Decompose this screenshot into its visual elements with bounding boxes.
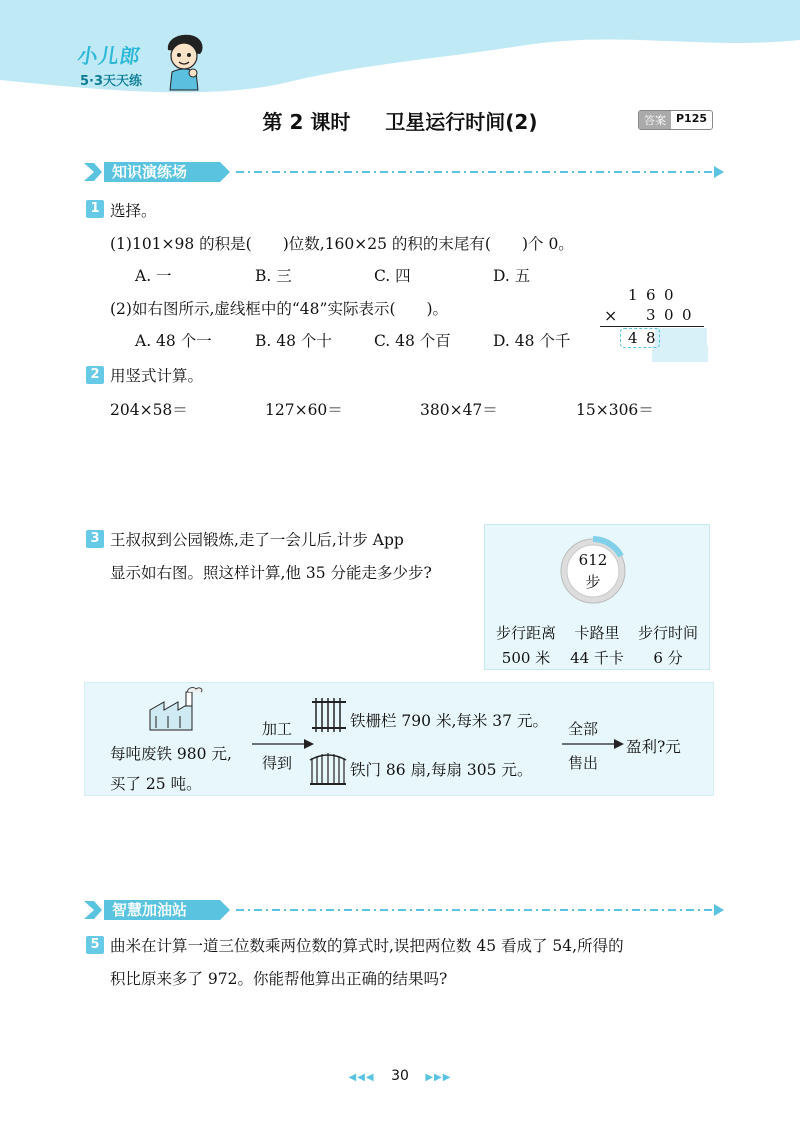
q1-part1-option-d[interactable]: D. 五 (493, 267, 531, 285)
brand-subtitle: 5·3天天练 (80, 74, 143, 89)
q4-result-question: 盈利?元 (626, 738, 681, 756)
arrow-sell-icon (562, 738, 624, 750)
fig-top-digit-2: 6 (646, 286, 656, 304)
q2-problem-4: 15×306＝ (576, 401, 654, 419)
fig-result-digit-1: 4 (628, 329, 638, 347)
factory-icon (146, 686, 206, 732)
q1-title: 选择。 (110, 202, 157, 220)
q1-part2-option-b[interactable]: B. 48 个十 (255, 332, 332, 350)
app-label-distance: 步行距离 (495, 624, 556, 642)
q2-problem-1: 204×58＝ (110, 401, 188, 419)
app-value-distance: 500 米 (501, 649, 551, 667)
iron-fence-icon (312, 696, 346, 734)
app-label-calories: 卡路里 (574, 624, 620, 642)
q1-part1-option-a[interactable]: A. 一 (135, 267, 172, 285)
q2-problem-3: 380×47＝ (420, 401, 498, 419)
question-number-1: 1 (86, 200, 104, 218)
fig-multiply-sign: × (604, 306, 618, 325)
section-title-practice: 知识演练场 (112, 163, 188, 181)
question-number-5: 5 (86, 936, 104, 954)
q1-part2-text: (2)如右图所示,虚线框中的“48”实际表示( )。 (110, 300, 449, 318)
question-number-3: 3 (86, 530, 104, 548)
section-title-bonus: 智慧加油站 (112, 901, 188, 919)
answer-key-ref (638, 110, 713, 130)
answer-key-label: 答案 (639, 111, 671, 129)
arrow1-label-bottom: 得到 (262, 754, 293, 772)
page-footer (0, 1068, 800, 1084)
steps-unit: 步 (585, 573, 601, 591)
q1-part1-text: (1)101×98 的积是( )位数,160×25 的积的末尾有( )个 0。 (110, 235, 574, 253)
next-arrows-icon: ▶▶▶ (425, 1072, 452, 1083)
q5-line-1: 曲米在计算一道三位数乘两位数的算式时,误把两位数 45 看成了 54,所得的 (110, 937, 624, 955)
lesson-number: 第 2 课时 (262, 110, 351, 134)
arrow1-label-top: 加工 (262, 720, 293, 738)
fig-top-digit-1: 1 (628, 286, 638, 304)
fig-result-digit-2: 8 (646, 329, 656, 347)
q3-line-2: 显示如右图。照这样计算,他 35 分能走多少步? (110, 564, 432, 582)
app-stat-values (486, 647, 708, 668)
app-value-time: 6 分 (653, 649, 683, 667)
arrow-process-icon (252, 738, 314, 750)
lesson-title: 卫星运行时间(2) (385, 110, 538, 134)
app-label-time: 步行时间 (637, 624, 698, 642)
q4-left-line-1: 每吨废铁 980 元, (110, 745, 232, 763)
q2-problem-2: 127×60＝ (265, 401, 343, 419)
app-stat-labels (486, 622, 708, 643)
q1-part1-option-c[interactable]: C. 四 (374, 267, 411, 285)
answer-key-page: P125 (676, 112, 708, 125)
fig-bottom-digit-1: 3 (646, 306, 656, 324)
q5-line-2: 积比原来多了 972。你能帮他算出正确的结果吗? (110, 970, 448, 988)
fig-rule-line (600, 326, 704, 327)
q2-title: 用竖式计算。 (110, 367, 204, 385)
brand-title: 小儿郎 (76, 44, 143, 68)
question-number-2: 2 (86, 366, 104, 384)
q4-product-fence: 铁栅栏 790 米,每米 37 元。 (350, 712, 548, 730)
iron-gate-icon (308, 750, 348, 786)
arrow2-label-bottom: 售出 (568, 754, 599, 772)
steps-count: 612 (578, 551, 608, 569)
page-number: 30 (391, 1068, 409, 1084)
arrow2-label-top: 全部 (568, 720, 599, 738)
q4-product-gate: 铁门 86 扇,每扇 305 元。 (350, 761, 533, 779)
fig-bottom-digit-3: 0 (682, 306, 692, 324)
figure-shade (655, 328, 707, 346)
prev-arrows-icon: ◀◀◀ (348, 1072, 375, 1083)
q4-left-line-2: 买了 25 吨。 (110, 775, 202, 793)
mascot-boy-icon (160, 32, 208, 92)
q3-line-1: 王叔叔到公园锻炼,走了一会儿后,计步 App (110, 531, 404, 549)
q1-part2-option-c[interactable]: C. 48 个百 (374, 332, 451, 350)
q1-part1-option-b[interactable]: B. 三 (255, 267, 292, 285)
q1-part2-option-a[interactable]: A. 48 个一 (135, 332, 212, 350)
fig-top-digit-3: 0 (664, 286, 674, 304)
app-value-calories: 44 千卡 (570, 649, 624, 667)
q1-part2-option-d[interactable]: D. 48 个千 (493, 332, 571, 350)
fig-bottom-digit-2: 0 (664, 306, 674, 324)
